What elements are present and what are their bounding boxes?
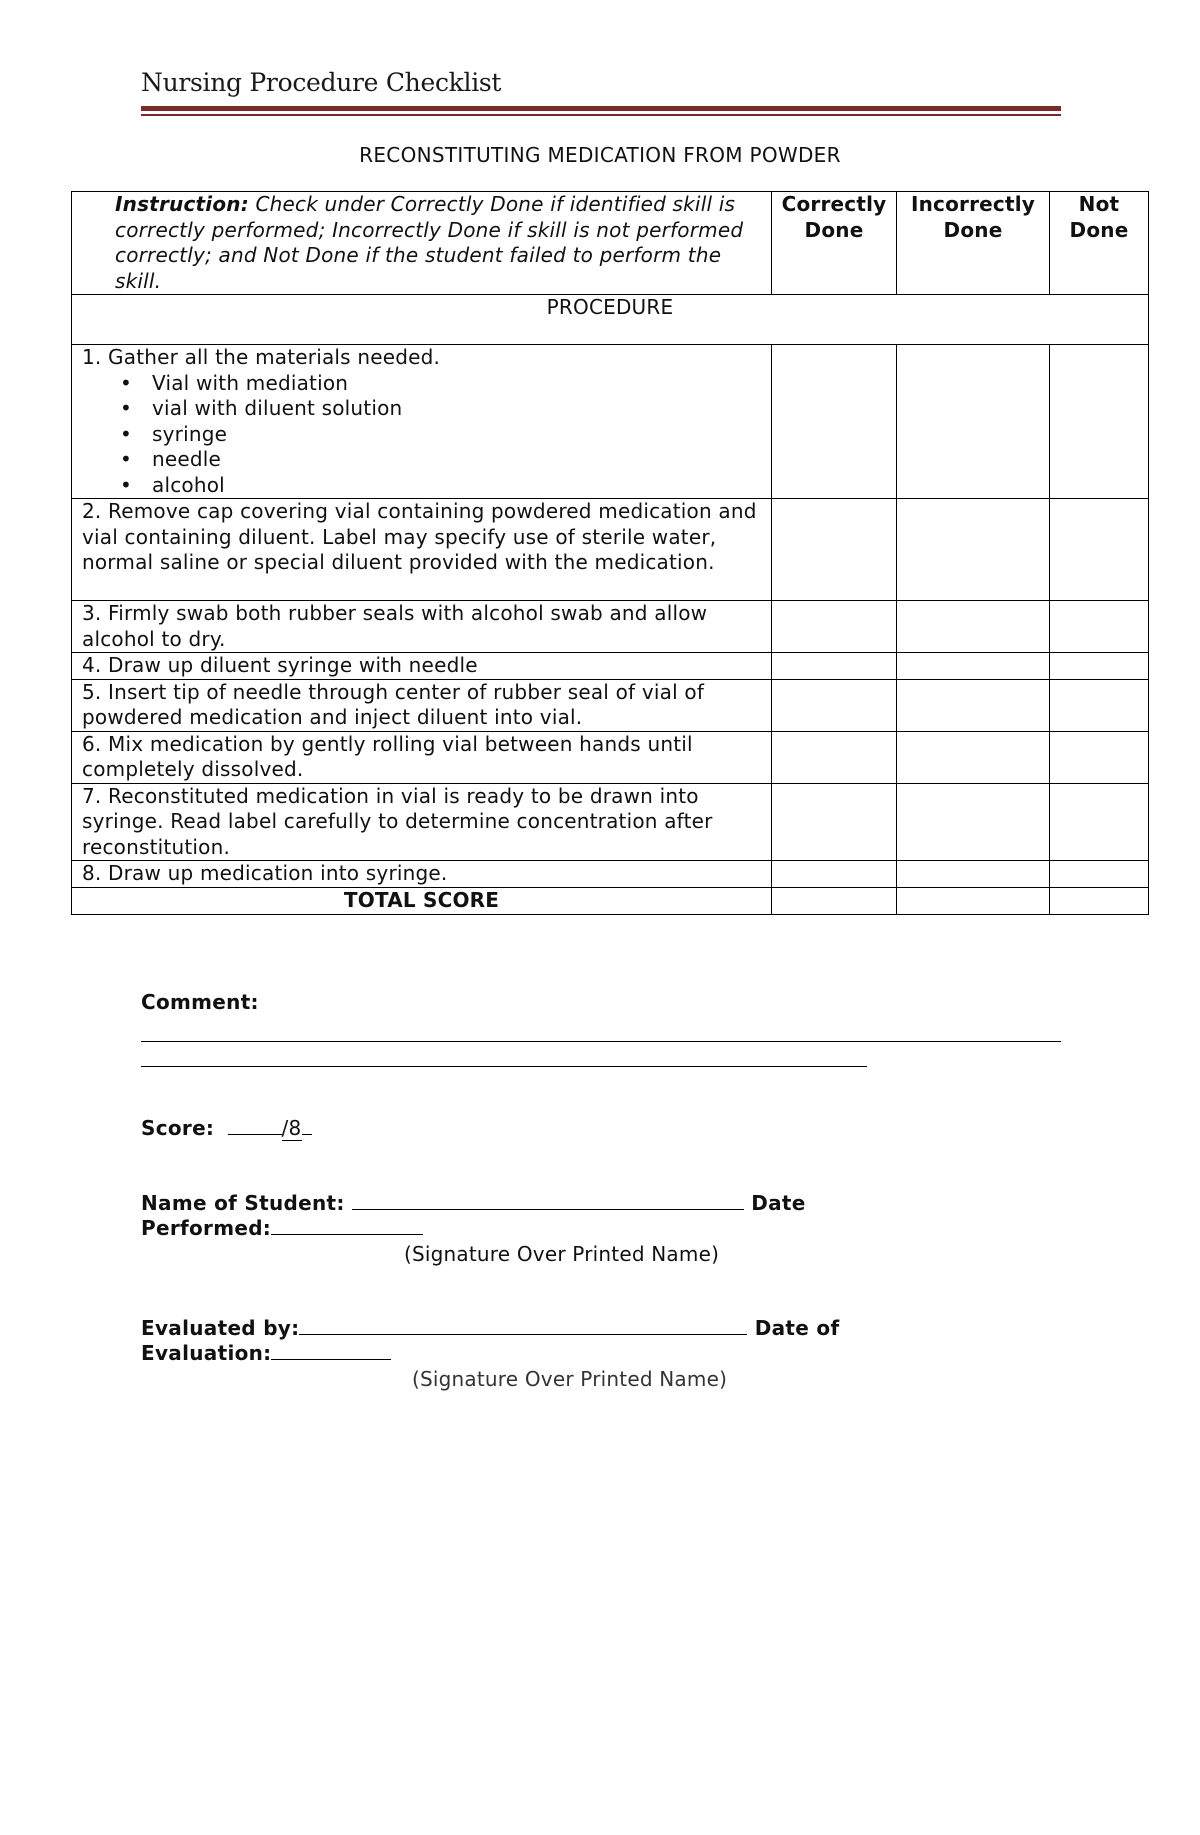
instruction-label: Instruction: — [115, 192, 249, 216]
incorrectly-done-cell[interactable] — [897, 783, 1050, 861]
not-done-cell[interactable] — [1050, 861, 1149, 888]
incorrectly-done-cell[interactable] — [897, 345, 1050, 499]
instruction-cell — [72, 192, 772, 295]
score-blank-tail — [302, 1134, 312, 1135]
comment-label: Comment: — [141, 990, 259, 1014]
date-performed-label: Date — [751, 1191, 806, 1215]
correctly-done-cell[interactable] — [772, 861, 897, 888]
total-score-label: TOTAL SCORE — [72, 888, 772, 915]
step-cell: 5. Insert tip of needle through center of rubber seal of vial of powdered medication and inject diluent into vial. — [72, 679, 772, 731]
table-row — [72, 601, 1149, 653]
step-cell: 2. Remove cap covering vial containing powdered medication and vial containing diluent. Label may specify use of sterile water, normal saline or special diluent provided with the medication. — [72, 499, 772, 601]
correctly-done-total-cell[interactable] — [772, 888, 897, 915]
correctly-done-cell[interactable] — [772, 601, 897, 653]
header-rule-thin — [141, 114, 1061, 116]
list-item: • syringe — [142, 422, 761, 448]
evaluated-by-label: Evaluated by: — [141, 1316, 300, 1340]
comment-line-1[interactable] — [141, 1041, 1061, 1042]
list-item: • needle — [142, 447, 761, 473]
correctly-done-cell[interactable] — [772, 653, 897, 680]
date-evaluation-field[interactable] — [271, 1359, 391, 1360]
incorrectly-done-total-cell[interactable] — [897, 888, 1050, 915]
header-rule — [141, 106, 1061, 111]
score-label: Score: — [141, 1116, 215, 1140]
procedure-heading: PROCEDURE — [72, 295, 1149, 345]
not-done-cell[interactable] — [1050, 679, 1149, 731]
table-row — [72, 345, 1149, 499]
not-done-cell[interactable] — [1050, 345, 1149, 499]
incorrectly-done-cell[interactable] — [897, 653, 1050, 680]
date-evaluation-label: Date of — [754, 1316, 840, 1340]
correctly-done-cell[interactable] — [772, 345, 897, 499]
table-row — [72, 653, 1149, 680]
date-performed-label-cont: Performed: — [141, 1216, 272, 1240]
table-row — [72, 783, 1149, 861]
table-row — [72, 861, 1149, 888]
correctly-done-cell[interactable] — [772, 679, 897, 731]
student-signature-note: (Signature Over Printed Name) — [404, 1242, 720, 1266]
date-performed-row — [141, 1216, 423, 1240]
table-row — [72, 679, 1149, 731]
score-blank[interactable] — [228, 1134, 282, 1135]
date-performed-field[interactable] — [271, 1234, 423, 1235]
table-row — [72, 731, 1149, 783]
list-item: • vial with diluent solution — [142, 396, 761, 422]
list-item: • Vial with mediation — [142, 371, 761, 397]
evaluator-signature-note: (Signature Over Printed Name) — [412, 1367, 728, 1391]
materials-list — [82, 371, 761, 499]
incorrectly-done-cell[interactable] — [897, 679, 1050, 731]
correctly-done-cell[interactable] — [772, 499, 897, 601]
correctly-done-cell[interactable] — [772, 731, 897, 783]
not-done-cell[interactable] — [1050, 653, 1149, 680]
procedure-heading-row — [72, 295, 1149, 345]
evaluator-name-field[interactable] — [299, 1334, 747, 1335]
score-row — [141, 1116, 312, 1141]
list-item: • alcohol — [142, 473, 761, 499]
score-total: /8 — [281, 1116, 302, 1140]
table-row — [72, 499, 1149, 601]
step-cell: 4. Draw up diluent syringe with needle — [72, 653, 772, 680]
date-evaluation-label-cont: Evaluation: — [141, 1341, 272, 1365]
instruction-text: Check under Correctly Done if identified skill is correctly performed; Incorrectly Done if skill is not performed correctly; and Not Done if the student failed to perform the skill. — [115, 192, 744, 293]
procedure-checklist-table — [71, 191, 1149, 915]
student-name-field[interactable] — [352, 1209, 744, 1210]
document-title: RECONSTITUTING MEDICATION FROM POWDER — [359, 143, 841, 167]
student-row — [141, 1191, 806, 1215]
incorrectly-done-cell[interactable] — [897, 499, 1050, 601]
student-label: Name of Student: — [141, 1191, 345, 1215]
not-done-cell[interactable] — [1050, 783, 1149, 861]
column-header-not-done: Not Done — [1050, 192, 1149, 295]
incorrectly-done-cell[interactable] — [897, 601, 1050, 653]
comment-line-2[interactable] — [141, 1066, 867, 1067]
incorrectly-done-cell[interactable] — [897, 731, 1050, 783]
column-header-incorrectly-done: Incorrectly Done — [897, 192, 1050, 295]
not-done-cell[interactable] — [1050, 601, 1149, 653]
not-done-cell[interactable] — [1050, 731, 1149, 783]
total-score-row — [72, 888, 1149, 915]
not-done-total-cell[interactable] — [1050, 888, 1149, 915]
date-evaluation-row — [141, 1341, 391, 1365]
step-cell: 7. Reconstituted medication in vial is ready to be drawn into syringe. Read label carefully to determine concentration after reconstitution. — [72, 783, 772, 861]
step-cell — [72, 345, 772, 499]
header-title: Nursing Procedure Checklist — [141, 68, 502, 97]
column-header-correctly-done: Correctly Done — [772, 192, 897, 295]
correctly-done-cell[interactable] — [772, 783, 897, 861]
step-cell: 8. Draw up medication into syringe. — [72, 861, 772, 888]
evaluator-row — [141, 1316, 839, 1340]
step-cell: 3. Firmly swab both rubber seals with alcohol swab and allow alcohol to dry. — [72, 601, 772, 653]
not-done-cell[interactable] — [1050, 499, 1149, 601]
incorrectly-done-cell[interactable] — [897, 861, 1050, 888]
step-cell: 6. Mix medication by gently rolling vial between hands until completely dissolved. — [72, 731, 772, 783]
table-header-row — [72, 192, 1149, 295]
step-text: 1. Gather all the materials needed. — [82, 345, 441, 369]
